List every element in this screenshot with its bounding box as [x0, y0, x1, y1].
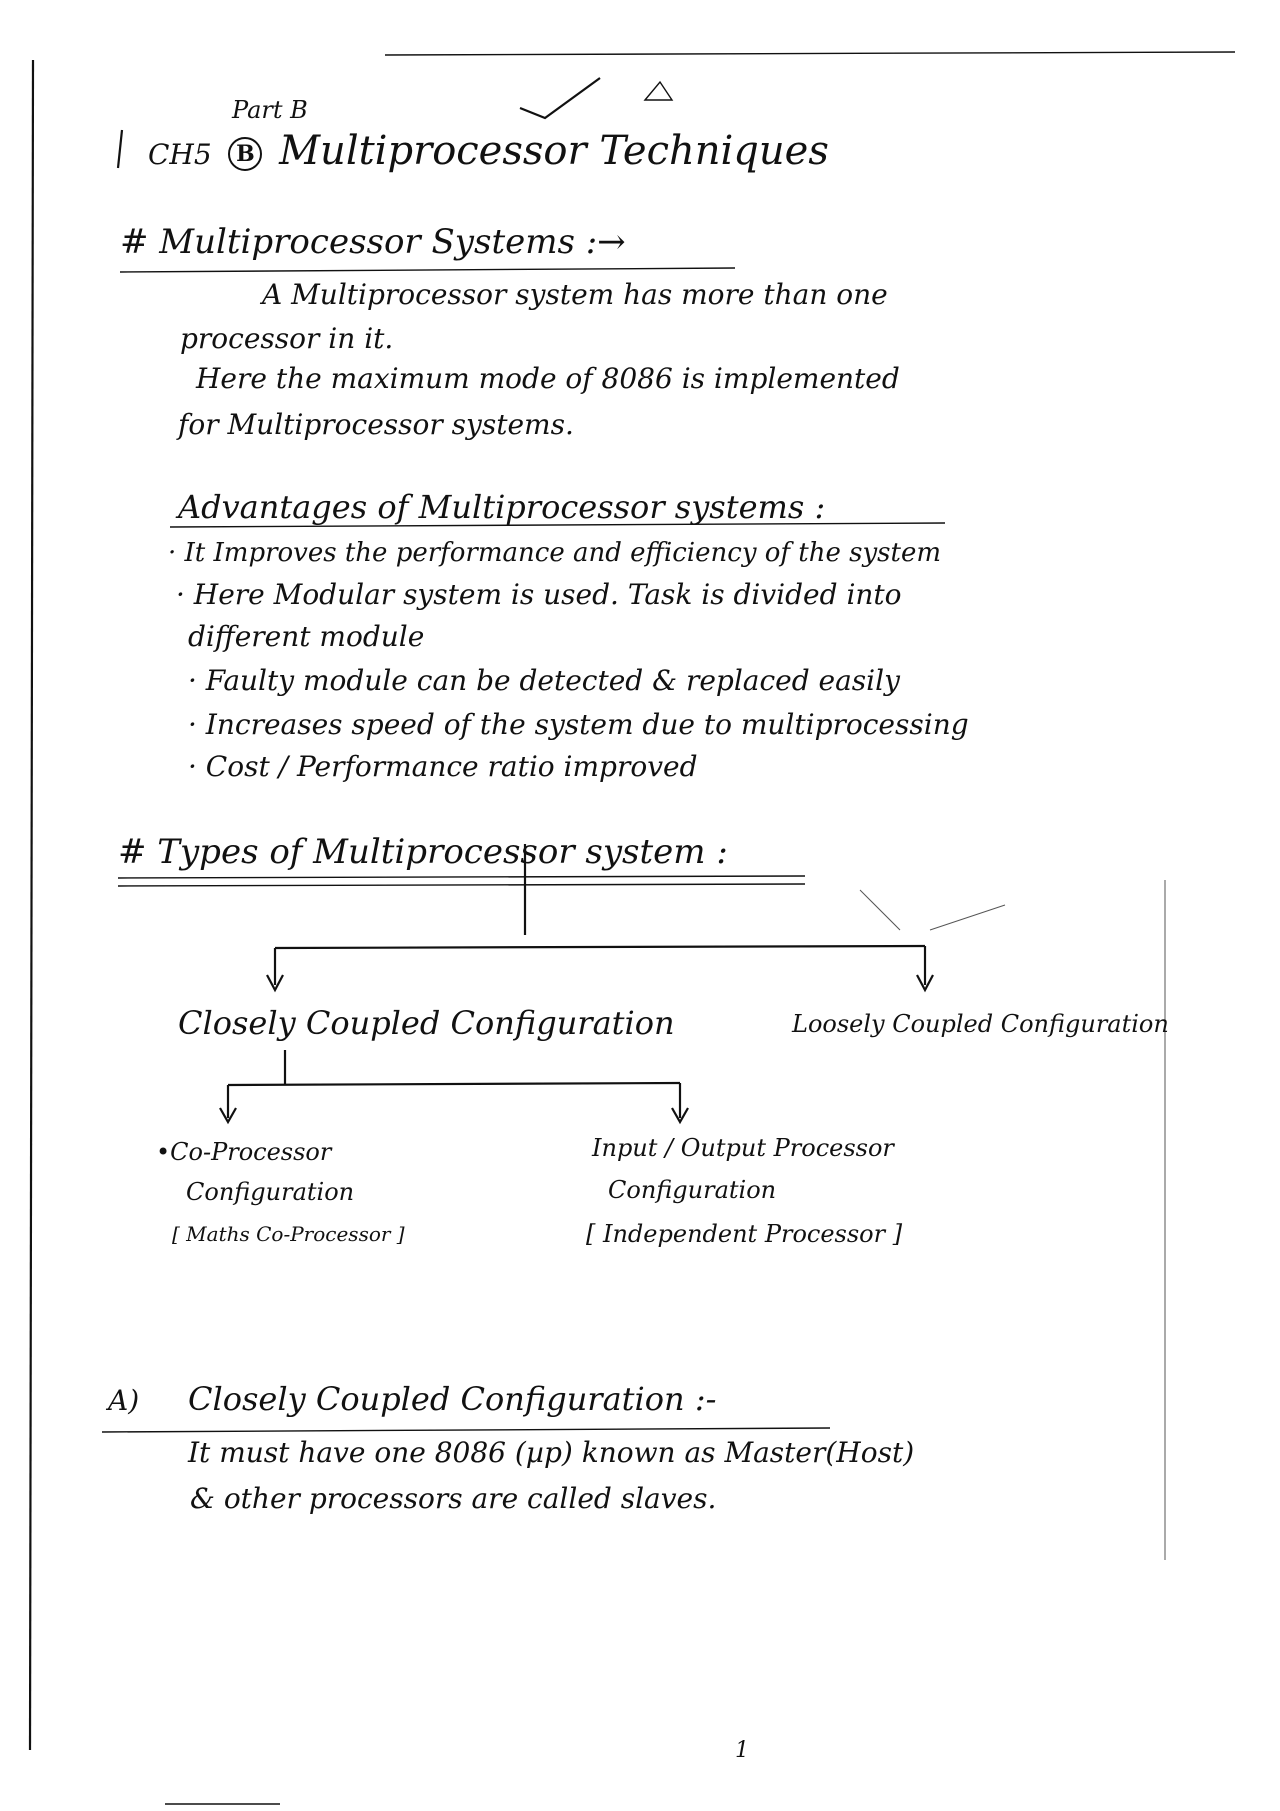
stray-stroke	[930, 905, 1005, 930]
section-label: A)	[108, 1384, 140, 1417]
section-letter: B	[228, 137, 262, 171]
advantage-item: · Here Modular system is used. Task is divided into	[176, 578, 902, 611]
io-processor-node-line: Input / Output Processor	[592, 1134, 894, 1162]
paragraph-line: A Multiprocessor system has more than one	[262, 278, 888, 311]
paragraph-line: It must have one 8086 (µp) known as Master(Host)	[188, 1436, 915, 1469]
coprocessor-node-line: •Co-Processor	[156, 1138, 332, 1166]
paragraph-line: Here the maximum mode of 8086 is implemented	[196, 362, 900, 395]
advantages-heading: Advantages of Multiprocessor systems :	[178, 488, 826, 526]
loosely-coupled-node: Loosely Coupled Configuration	[792, 1010, 1169, 1038]
heading-underline-4	[102, 1428, 830, 1432]
paragraph-line: for Multiprocessor systems.	[178, 408, 574, 441]
tree-branch-2	[228, 1083, 680, 1085]
top-rule	[385, 52, 1235, 55]
section-heading-multiprocessor-systems: # Multiprocessor Systems :→	[120, 222, 626, 262]
margin-line	[30, 60, 33, 1750]
coprocessor-node-line: Configuration	[186, 1178, 355, 1206]
coprocessor-node-line: [ Maths Co-Processor ]	[172, 1222, 405, 1246]
advantage-item: · Increases speed of the system due to multiprocessing	[188, 708, 969, 741]
tree-branch	[275, 946, 925, 948]
title-text: Multiprocessor Techniques	[279, 128, 829, 174]
advantage-item: · Faulty module can be detected & replaced easily	[188, 664, 900, 697]
check-mark	[520, 78, 600, 118]
paragraph-line: & other processors are called slaves.	[190, 1482, 717, 1515]
part-label: Part B	[232, 96, 308, 124]
advantage-item: · It Improves the performance and efficiency of the system	[168, 538, 942, 568]
heading-underline-1	[120, 268, 735, 272]
advantage-item: different module	[188, 620, 425, 653]
io-processor-node-line: [ Independent Processor ]	[586, 1220, 903, 1248]
closely-section-heading: Closely Coupled Configuration :-	[188, 1380, 717, 1418]
advantage-item: · Cost / Performance ratio improved	[188, 750, 698, 783]
io-processor-node-line: Configuration	[608, 1176, 777, 1204]
closely-coupled-node: Closely Coupled Configuration	[178, 1004, 675, 1042]
paragraph-line: processor in it.	[180, 322, 394, 355]
page-number: 1	[735, 1738, 749, 1763]
heading-underline-3b	[118, 884, 805, 886]
stray-stroke	[860, 890, 900, 930]
types-heading: # Types of Multiprocessor system :	[118, 832, 728, 872]
title-bar	[118, 130, 122, 168]
page-title	[148, 128, 829, 174]
triangle-mark	[645, 82, 672, 100]
heading-underline-3a	[118, 876, 805, 878]
chapter-code: CH5	[148, 138, 212, 171]
